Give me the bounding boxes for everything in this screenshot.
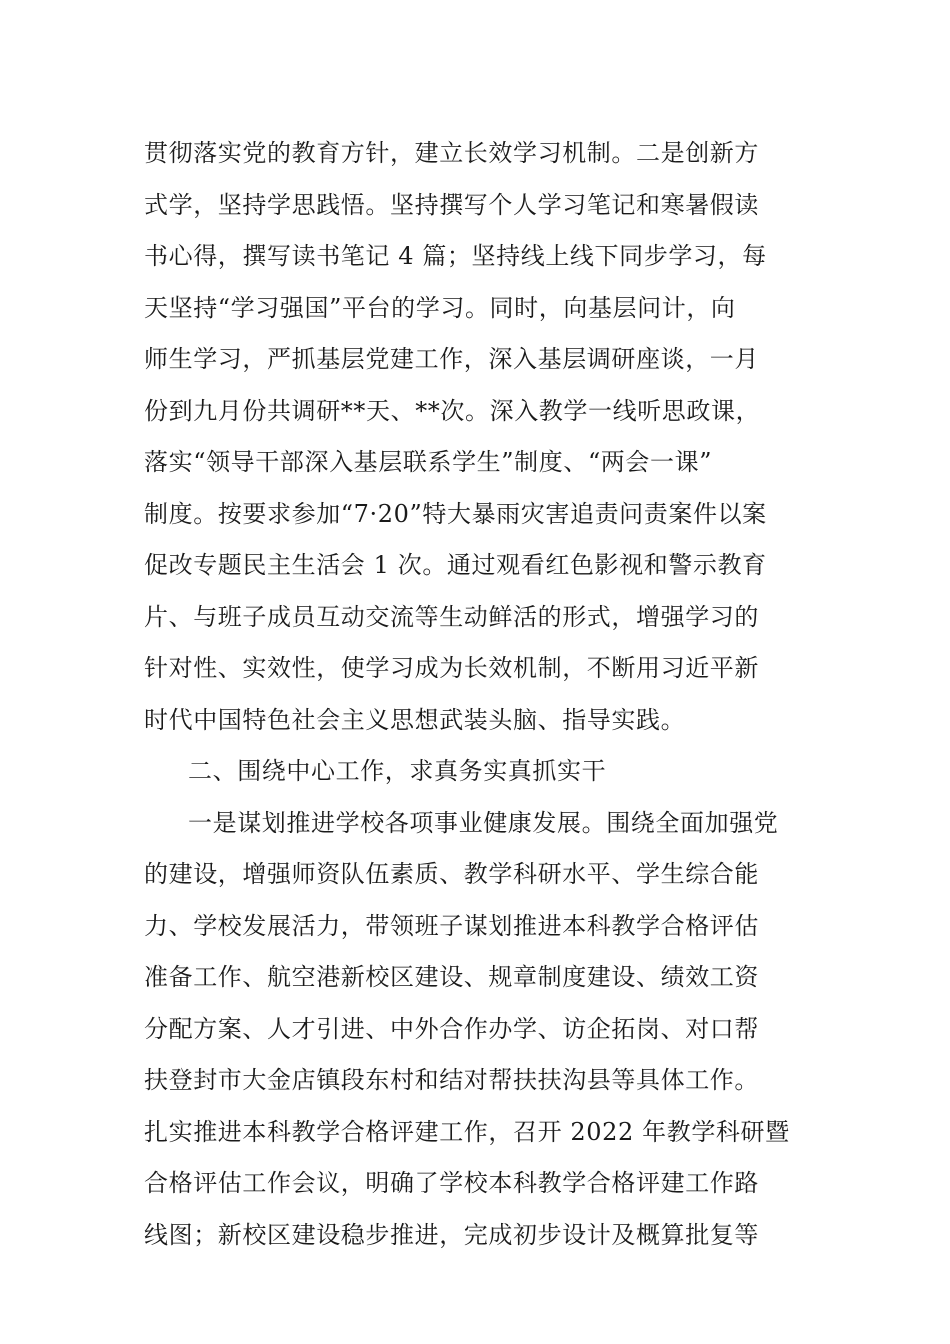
text-line: 份到九月份共调研**天、**次。深入教学一线听思政课， xyxy=(144,396,761,425)
body-text xyxy=(144,128,816,1261)
paragraph-start-line: 一是谋划推进学校各项事业健康发展。围绕全面加强党 xyxy=(188,808,779,837)
text-line: 分配方案、人才引进、中外合作办学、访企拓岗、对口帮 xyxy=(144,1014,759,1043)
text-line: 片、与班子成员互动交流等生动鲜活的形式，增强学习的 xyxy=(144,602,759,631)
text-line: 式学，坚持学思践悟。坚持撰写个人学习笔记和寒暑假读 xyxy=(144,190,759,219)
text-line: 线图；新校区建设稳步推进，完成初步设计及概算批复等 xyxy=(144,1220,759,1249)
text-line: 针对性、实效性，使学习成为长效机制，不断用习近平新 xyxy=(144,654,759,682)
text-line: 天坚持“学习强国”平台的学习。同时，向基层问计，向 xyxy=(144,293,736,322)
text-line: 促改专题民主生活会 1 次。通过观看红色影视和警示教育 xyxy=(144,551,767,579)
text-line: 合格评估工作会议，明确了学校本科教学合格评建工作路 xyxy=(144,1169,759,1197)
text-line: 力、学校发展活力，带领班子谋划推进本科教学合格评估 xyxy=(144,911,759,940)
text-line: 师生学习，严抓基层党建工作，深入基层调研座谈，一月 xyxy=(144,345,759,373)
text-line: 扎实推进本科教学合格评建工作，召开 2022 年教学科研暨 xyxy=(144,1117,790,1146)
text-line: 的建设，增强师资队伍素质、教学科研水平、学生综合能 xyxy=(144,860,759,888)
section-heading: 二、围绕中心工作，求真务实真抓实干 xyxy=(188,757,607,785)
text-line: 落实“领导干部深入基层联系学生”制度、“两会一课” xyxy=(144,448,713,476)
text-line: 贯彻落实党的教育方针，建立长效学习机制。二是创新方 xyxy=(144,139,759,167)
text-line: 书心得，撰写读书笔记 4 篇；坚持线上线下同步学习，每 xyxy=(144,242,767,270)
text-line: 制度。按要求参加“7·20”特大暴雨灾害追责问责案件以案 xyxy=(144,499,767,528)
text-line: 扶登封市大金店镇段东村和结对帮扶扶沟县等具体工作。 xyxy=(144,1066,759,1094)
text-line: 时代中国特色社会主义思想武装头脑、指导实践。 xyxy=(144,705,686,734)
text-line: 准备工作、航空港新校区建设、规章制度建设、绩效工资 xyxy=(144,963,759,991)
